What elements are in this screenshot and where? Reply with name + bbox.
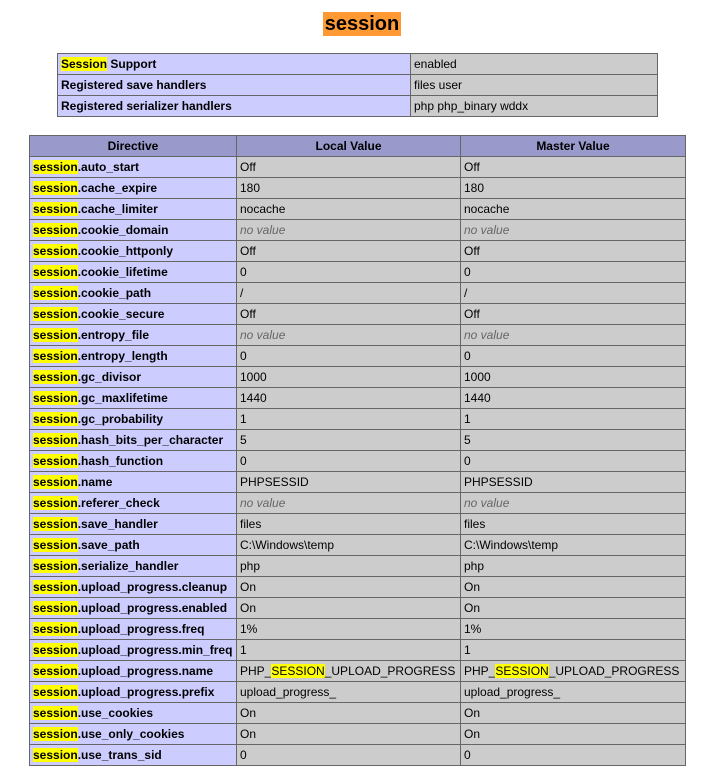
directive-name <box>30 241 237 262</box>
highlight-keyword: session <box>33 601 78 615</box>
directive-name <box>30 514 237 535</box>
highlight-keyword: session <box>33 181 78 195</box>
directive-suffix: .hash_bits_per_character <box>77 433 224 447</box>
directive-row <box>30 619 686 640</box>
directive-name <box>30 619 237 640</box>
directive-row <box>30 493 686 514</box>
highlight-keyword: session <box>33 727 78 741</box>
master-value: On <box>461 598 686 619</box>
local-value: 5 <box>237 430 461 451</box>
directive-name <box>30 220 237 241</box>
value-text-part: PHP_ <box>240 664 272 678</box>
master-value: / <box>461 283 686 304</box>
directive-suffix: .upload_progress.cleanup <box>77 580 228 594</box>
directive-row <box>30 451 686 472</box>
directive-suffix: .use_cookies <box>77 706 154 720</box>
directive-suffix: .upload_progress.min_freq <box>77 643 233 657</box>
directive-suffix: .referer_check <box>77 496 160 510</box>
directive-row <box>30 535 686 556</box>
local-value: C:\Windows\temp <box>237 535 461 556</box>
directive-row <box>30 640 686 661</box>
directive-suffix: .entropy_file <box>77 328 150 342</box>
directive-name <box>30 283 237 304</box>
support-label-text: Registered serializer handlers <box>61 99 232 113</box>
directive-row <box>30 346 686 367</box>
local-value: On <box>237 577 461 598</box>
support-label <box>58 54 411 75</box>
directive-name <box>30 493 237 514</box>
directive-suffix: .cache_expire <box>77 181 158 195</box>
master-value: 0 <box>461 451 686 472</box>
master-value: 1 <box>461 409 686 430</box>
directive-suffix: .cookie_domain <box>77 223 169 237</box>
highlight-keyword: session <box>33 160 78 174</box>
directive-row <box>30 661 686 682</box>
support-row <box>58 96 658 117</box>
directive-row <box>30 430 686 451</box>
local-value: Off <box>237 304 461 325</box>
support-label <box>58 75 411 96</box>
support-label <box>58 96 411 117</box>
support-label-text: Registered save handlers <box>61 78 207 92</box>
directive-row <box>30 598 686 619</box>
master-value <box>461 661 686 682</box>
directive-suffix: .gc_probability <box>77 412 164 426</box>
directive-row <box>30 703 686 724</box>
directive-row <box>30 577 686 598</box>
directive-suffix: .serialize_handler <box>77 559 179 573</box>
master-value: 0 <box>461 745 686 766</box>
local-value: / <box>237 283 461 304</box>
local-value: 1000 <box>237 367 461 388</box>
directive-header-row <box>30 136 686 157</box>
master-value: nocache <box>461 199 686 220</box>
highlight-keyword: session <box>33 664 78 678</box>
directive-name <box>30 661 237 682</box>
directive-suffix: .gc_divisor <box>77 370 142 384</box>
directive-table-body <box>30 157 686 766</box>
local-value: Off <box>237 157 461 178</box>
local-value: 180 <box>237 178 461 199</box>
local-value: nocache <box>237 199 461 220</box>
highlight-keyword: session <box>33 433 78 447</box>
master-value: upload_progress_ <box>461 682 686 703</box>
highlight-keyword: session <box>33 559 78 573</box>
local-value: php <box>237 556 461 577</box>
title-container <box>0 12 724 36</box>
local-value: 0 <box>237 262 461 283</box>
directive-name <box>30 430 237 451</box>
highlight-keyword: session <box>33 685 78 699</box>
master-value: On <box>461 703 686 724</box>
highlight-keyword: session <box>33 706 78 720</box>
directive-row <box>30 178 686 199</box>
directive-name <box>30 178 237 199</box>
master-value: php <box>461 556 686 577</box>
directive-name <box>30 388 237 409</box>
directive-suffix: .upload_progress.enabled <box>77 601 228 615</box>
directive-row <box>30 325 686 346</box>
no-value-text: no value <box>464 496 510 510</box>
directive-name <box>30 598 237 619</box>
master-value: PHPSESSID <box>461 472 686 493</box>
directive-suffix: .use_only_cookies <box>77 727 185 741</box>
master-value: files <box>461 514 686 535</box>
local-value <box>237 493 461 514</box>
directive-name <box>30 682 237 703</box>
master-value: On <box>461 724 686 745</box>
directive-row <box>30 472 686 493</box>
local-value: 1 <box>237 409 461 430</box>
directive-name <box>30 556 237 577</box>
highlight-keyword: SESSION <box>271 664 325 678</box>
master-value: On <box>461 577 686 598</box>
directive-suffix: .save_path <box>77 538 140 552</box>
directive-row <box>30 682 686 703</box>
directive-suffix: .gc_maxlifetime <box>77 391 168 405</box>
directive-row <box>30 409 686 430</box>
directive-row <box>30 724 686 745</box>
highlight-keyword: session <box>33 412 78 426</box>
directive-table <box>29 135 686 766</box>
support-row <box>58 54 658 75</box>
directive-name <box>30 262 237 283</box>
directive-suffix: .save_handler <box>77 517 158 531</box>
support-value: files user <box>411 75 658 96</box>
directive-suffix: .upload_progress.prefix <box>77 685 215 699</box>
highlight-keyword: Session <box>61 57 108 71</box>
directive-suffix: .auto_start <box>77 160 140 174</box>
directive-name <box>30 304 237 325</box>
no-value-text: no value <box>464 328 510 342</box>
directive-name <box>30 367 237 388</box>
highlight-keyword: session <box>33 538 78 552</box>
highlight-keyword: session <box>33 265 78 279</box>
directive-row <box>30 556 686 577</box>
directive-row <box>30 388 686 409</box>
local-value: On <box>237 703 461 724</box>
directive-suffix: .cookie_path <box>77 286 152 300</box>
highlight-keyword: SESSION <box>495 664 549 678</box>
support-row <box>58 75 658 96</box>
highlight-keyword: session <box>33 223 78 237</box>
local-value: PHPSESSID <box>237 472 461 493</box>
local-value: Off <box>237 241 461 262</box>
master-value <box>461 325 686 346</box>
local-value: On <box>237 598 461 619</box>
directive-name <box>30 409 237 430</box>
directive-name <box>30 724 237 745</box>
directive-name <box>30 325 237 346</box>
no-value-text: no value <box>240 328 286 342</box>
local-value: 1 <box>237 640 461 661</box>
directive-name <box>30 535 237 556</box>
master-value: 0 <box>461 346 686 367</box>
highlight-keyword: session <box>33 748 78 762</box>
master-value: Off <box>461 157 686 178</box>
directive-suffix: .upload_progress.freq <box>77 622 205 636</box>
highlight-keyword: session <box>33 349 78 363</box>
local-value: files <box>237 514 461 535</box>
highlight-keyword: session <box>33 328 78 342</box>
directive-suffix: .entropy_length <box>77 349 168 363</box>
directive-suffix: .cache_limiter <box>77 202 158 216</box>
directive-name <box>30 157 237 178</box>
no-value-text: no value <box>240 496 286 510</box>
local-value <box>237 661 461 682</box>
highlight-keyword: session <box>33 286 78 300</box>
directive-row <box>30 241 686 262</box>
directive-name <box>30 472 237 493</box>
highlight-keyword: session <box>33 307 78 321</box>
support-label-text: Support <box>107 57 157 71</box>
directive-row <box>30 220 686 241</box>
directive-row <box>30 514 686 535</box>
highlight-keyword: session <box>33 370 78 384</box>
page-title: session <box>324 13 400 35</box>
master-value: 180 <box>461 178 686 199</box>
highlight-keyword: session <box>33 643 78 657</box>
master-value: 1 <box>461 640 686 661</box>
directive-name <box>30 577 237 598</box>
directive-row <box>30 304 686 325</box>
master-value: Off <box>461 241 686 262</box>
directive-name <box>30 451 237 472</box>
value-text-part: PHP_ <box>464 664 496 678</box>
directive-suffix: .name <box>77 475 113 489</box>
local-value <box>237 220 461 241</box>
directive-row <box>30 367 686 388</box>
master-value: 1000 <box>461 367 686 388</box>
master-value: 0 <box>461 262 686 283</box>
value-text-part: _UPLOAD_PROGRESS <box>324 664 456 678</box>
directive-suffix: .cookie_lifetime <box>77 265 168 279</box>
directive-table-head <box>30 136 686 157</box>
local-value: 0 <box>237 745 461 766</box>
directive-row <box>30 745 686 766</box>
highlight-keyword: session <box>33 475 78 489</box>
directive-suffix: .use_trans_sid <box>77 748 162 762</box>
local-value: 1440 <box>237 388 461 409</box>
highlight-keyword: session <box>33 244 78 258</box>
header-directive: Directive <box>30 136 237 157</box>
highlight-keyword: session <box>33 580 78 594</box>
session-support-table <box>57 53 658 117</box>
directive-name <box>30 199 237 220</box>
local-value: 0 <box>237 451 461 472</box>
support-table-body <box>58 54 658 117</box>
directive-suffix: .cookie_httponly <box>77 244 174 258</box>
header-local-value: Local Value <box>237 136 461 157</box>
local-value: 1% <box>237 619 461 640</box>
directive-name <box>30 703 237 724</box>
highlight-keyword: session <box>33 391 78 405</box>
no-value-text: no value <box>464 223 510 237</box>
directive-name <box>30 745 237 766</box>
highlight-keyword: session <box>33 202 78 216</box>
directive-row <box>30 157 686 178</box>
directive-suffix: .upload_progress.name <box>77 664 214 678</box>
master-value: 1440 <box>461 388 686 409</box>
local-value <box>237 325 461 346</box>
directive-row <box>30 199 686 220</box>
master-value <box>461 493 686 514</box>
highlight-keyword: session <box>33 496 78 510</box>
local-value: 0 <box>237 346 461 367</box>
directive-row <box>30 283 686 304</box>
master-value: Off <box>461 304 686 325</box>
local-value: On <box>237 724 461 745</box>
directive-suffix: .cookie_secure <box>77 307 165 321</box>
directive-name <box>30 640 237 661</box>
highlight-keyword: session <box>33 517 78 531</box>
directive-name <box>30 346 237 367</box>
local-value: upload_progress_ <box>237 682 461 703</box>
directive-suffix: .hash_function <box>77 454 164 468</box>
header-master-value: Master Value <box>461 136 686 157</box>
support-value: php php_binary wddx <box>411 96 658 117</box>
support-value: enabled <box>411 54 658 75</box>
highlight-keyword: session <box>33 622 78 636</box>
directive-row <box>30 262 686 283</box>
master-value <box>461 220 686 241</box>
master-value: 5 <box>461 430 686 451</box>
highlight-keyword: session <box>33 454 78 468</box>
master-value: 1% <box>461 619 686 640</box>
master-value: C:\Windows\temp <box>461 535 686 556</box>
no-value-text: no value <box>240 223 286 237</box>
value-text-part: _UPLOAD_PROGRESS <box>548 664 680 678</box>
